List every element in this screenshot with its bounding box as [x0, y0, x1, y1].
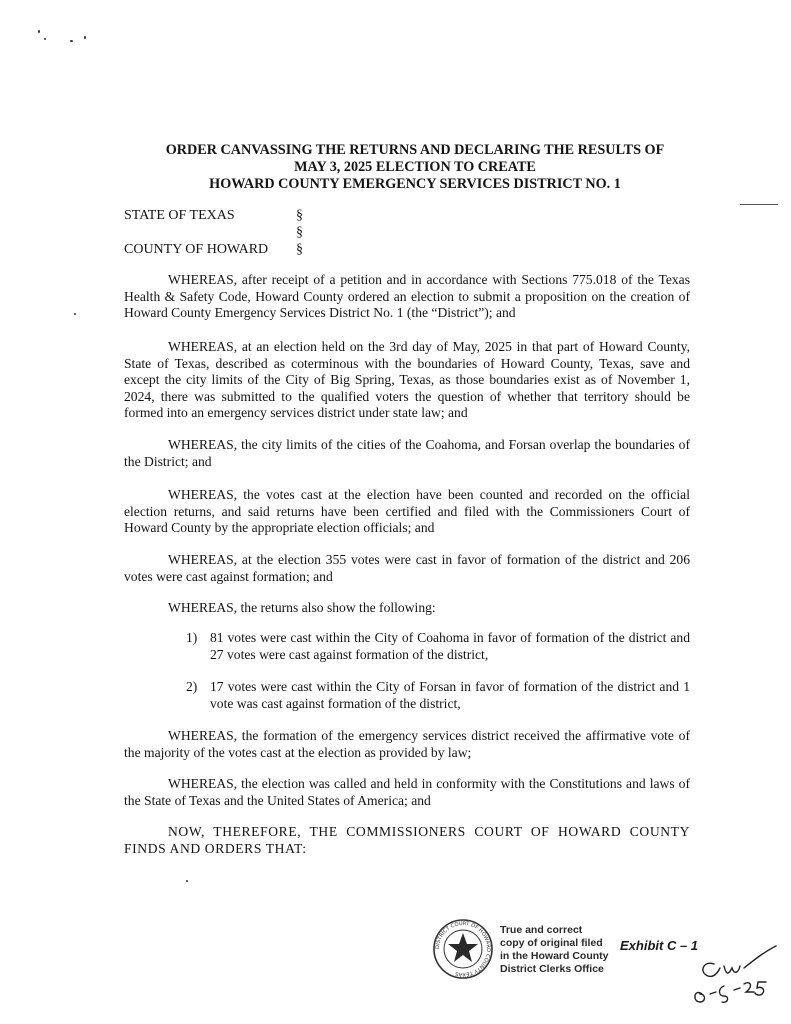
whereas-paragraph-6: WHEREAS, the returns also show the following: — [168, 600, 436, 615]
whereas-paragraph-7: WHEREAS, the formation of the emergency services district received the affirmative vote of the majority of the votes cast at the election as provided by law; — [124, 728, 690, 760]
section-symbol: § — [296, 242, 303, 257]
scan-dash-mark — [740, 204, 778, 205]
star-seal-icon — [432, 918, 494, 980]
title-line-1: ORDER CANVASSING THE RETURNS AND DECLARING THE RESULTS OF — [165, 142, 665, 158]
title-line-2: MAY 3, 2025 ELECTION TO CREATE — [294, 159, 536, 175]
stamp-line-3: in the Howard County — [500, 950, 609, 962]
scan-speck — [44, 38, 46, 40]
whereas-paragraph-8: WHEREAS, the election was called and held in conformity with the Constitutions and laws of the State of Texas and the United States of America; and — [124, 776, 690, 808]
now-therefore-paragraph: NOW, THEREFORE, THE COMMISSIONERS COURT OF HOWARD COUNTY FINDS AND ORDERS THAT: — [124, 824, 690, 856]
document-title — [120, 142, 710, 193]
whereas-paragraph-3: WHEREAS, the city limits of the cities of the Coahoma, and Forsan overlap the boundaries of the District; and — [124, 437, 690, 469]
list-item-number: 1) — [186, 630, 198, 645]
handwritten-signature — [684, 942, 784, 1012]
stamp-line-4: District Clerks Office — [500, 963, 604, 975]
svg-text:DISTRICT COURT OF HOWARD COUNT: DISTRICT COURT OF HOWARD COUNTY TEXAS — [434, 920, 492, 978]
list-item-text: 17 votes were cast within the City of Forsan in favor of formation of the district and 1 vote was cast against formation of the district, — [210, 679, 690, 711]
section-symbol: § — [296, 225, 303, 240]
scan-speck — [70, 40, 73, 42]
scan-speck — [38, 30, 40, 33]
whereas-paragraph-5: WHEREAS, at the election 355 votes were cast in favor of formation of the district and 206 votes were cast against formation; and — [124, 552, 690, 584]
scan-speck — [74, 313, 76, 315]
list-item-number: 2) — [186, 679, 198, 694]
list-item — [186, 630, 690, 663]
whereas-paragraph-2: WHEREAS, at an election held on the 3rd day of May, 2025 in that part of Howard County, State of Texas, described as coterminous with the boundaries of Howard County, Texas, save and except the city limits of the City of Big Spring, Texas, as those boundaries exist as of November 1, 2024, there was submitted to the qualified voters the question of whether that territory should be formed into an emergency services district under state law; and — [124, 339, 690, 421]
section-symbol: § — [296, 208, 303, 223]
clerk-stamp — [500, 924, 610, 976]
whereas-paragraph-1: WHEREAS, after receipt of a petition and in accordance with Sections 775.018 of the Texas Health & Safety Code, Howard County ordered an election to submit a proposition on the creation of Howard County Emergency Services District No. 1 (the “District”); and — [124, 272, 690, 321]
list-item — [186, 679, 690, 712]
caption-state: STATE OF TEXAS — [124, 208, 235, 223]
caption-county: COUNTY OF HOWARD — [124, 242, 269, 257]
list-item-text: 81 votes were cast within the City of Coahoma in favor of formation of the district and 27 votes were cast against formation of the district, — [210, 630, 690, 662]
scan-speck — [186, 880, 188, 882]
stamp-line-2: copy of original filed — [500, 937, 603, 949]
stamp-line-1: True and correct — [500, 924, 583, 936]
title-line-3: HOWARD COUNTY EMERGENCY SERVICES DISTRICT NO. 1 — [209, 176, 621, 192]
whereas-paragraph-4: WHEREAS, the votes cast at the election have been counted and recorded on the official election returns, and said returns have been certified and filed with the Commissioners Court of Howard County by the appropriate election officials; and — [124, 487, 690, 536]
exhibit-label: Exhibit C – 1 — [620, 938, 699, 953]
scan-speck — [84, 36, 86, 39]
